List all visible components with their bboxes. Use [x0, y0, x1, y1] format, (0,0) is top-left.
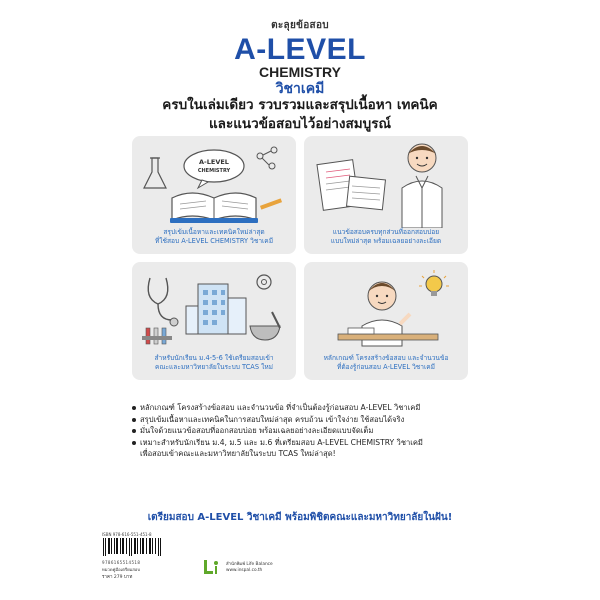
bullet-item [132, 414, 492, 426]
category-text: หมวดคู่มือเตรียมสอบ [102, 567, 141, 572]
caption-line-2: ที่ใช้สอบ A-LEVEL CHEMISTRY วิชาเคมี [154, 237, 274, 245]
barcode-icon [102, 538, 162, 556]
publisher-info [226, 562, 273, 574]
feature-bullet-list [132, 402, 492, 460]
bullet-item [132, 402, 492, 414]
headline-line-1: ครบในเล่มเดียว รวบรวมและสรุปเนื้อหา เทคนิค [162, 97, 438, 113]
feature-caption [308, 228, 464, 246]
bullet-text: เหมาะสำหรับนักเรียน ม.4, ม.5 และ ม.6 ที่เตรียมสอบ A-LEVEL CHEMISTRY วิชาเคมี [140, 437, 423, 447]
price-text: ราคา 279 บาท [102, 575, 133, 580]
title-subject-th: วิชาเคมี [275, 81, 325, 97]
bullet-text: มั่นใจด้วยแนวข้อสอบที่ออกสอบบ่อย พร้อมเฉลยอย่างละเอียดแบบจัดเต็ม [140, 426, 374, 435]
barcode-digits: 9786165514518 [102, 560, 141, 565]
caption-line-1: สำหรับนักเรียน ม.4-5-6 ใช้เตรียมสอบเข้า [154, 354, 274, 362]
book-illustration-icon [132, 136, 296, 228]
cover-header [82, 18, 518, 98]
bullet-text: สรุปเข้มเนื้อหาและเทคนิคในการสอบใหม่ล่าสุด ครบถ้วน เข้าใจง่าย ใช้สอบได้จริง [140, 414, 405, 424]
back-cover [82, 0, 518, 600]
feature-grid [132, 136, 468, 384]
feature-card-book [132, 136, 296, 254]
feature-caption [308, 354, 464, 372]
publisher-url: www.inspal.co.th [226, 568, 263, 573]
feature-card-campus [132, 262, 296, 380]
campus-illustration-icon [132, 262, 296, 354]
title-main: A-LEVEL [234, 33, 366, 66]
title-subject-en: CHEMISTRY [259, 64, 341, 80]
life-balance-logo-icon [202, 556, 222, 578]
feature-caption [136, 354, 292, 372]
kicker-text: ตะลุยข้อสอบ [271, 20, 329, 31]
feature-caption [136, 228, 292, 246]
bullet-item [132, 437, 492, 460]
bullet-text-continued: เพื่อสอบเข้าคณะและมหาวิทยาลัยในระบบ TCAS ใหม่ล่าสุด! [140, 449, 336, 458]
headline [82, 96, 518, 134]
publisher-name: สำนักพิมพ์ Life Balance [226, 562, 273, 567]
scientist-illustration-icon [304, 136, 468, 228]
caption-line-2: คณะและมหาวิทยาลัยในระบบ TCAS ใหม่ [154, 363, 274, 371]
svg-text:CHEMISTRY: CHEMISTRY [197, 168, 231, 174]
bullet-text: หลักเกณฑ์ โครงสร้างข้อสอบ และจำนวนข้อ ที่จำเป็นต้องรู้ก่อนสอบ A-LEVEL วิชาเคมี [140, 403, 421, 412]
student-idea-illustration-icon [304, 262, 468, 354]
feature-card-student [304, 262, 468, 380]
isbn-text: ISBN 978-616-551-451-8 [102, 532, 152, 537]
caption-line-1: สรุปเข้มเนื้อหาและเทคนิคใหม่ล่าสุด [163, 228, 265, 236]
closing-tagline: เตรียมสอบ A-LEVEL วิชาเคมี พร้อมพิชิตคณะและมหาวิทยาลัยในฝัน! [147, 512, 453, 523]
barcode-block [102, 532, 182, 580]
caption-line-2: แบบใหม่ล่าสุด พร้อมเฉลยอย่างละเอียด [330, 237, 442, 245]
feature-card-scientist [304, 136, 468, 254]
svg-text:A-LEVEL: A-LEVEL [199, 158, 229, 166]
caption-line-2: ที่ต้องรู้ก่อนสอบ A-LEVEL วิชาเคมี [337, 363, 435, 371]
caption-line-1: หลักเกณฑ์ โครงสร้างข้อสอบ และจำนวนข้อ [323, 354, 449, 362]
caption-line-1: แนวข้อสอบครบทุกส่วนที่ออกสอบบ่อย [332, 228, 440, 236]
bullet-item [132, 425, 492, 437]
headline-line-2: และแนวข้อสอบไว้อย่างสมบูรณ์ [208, 116, 392, 132]
